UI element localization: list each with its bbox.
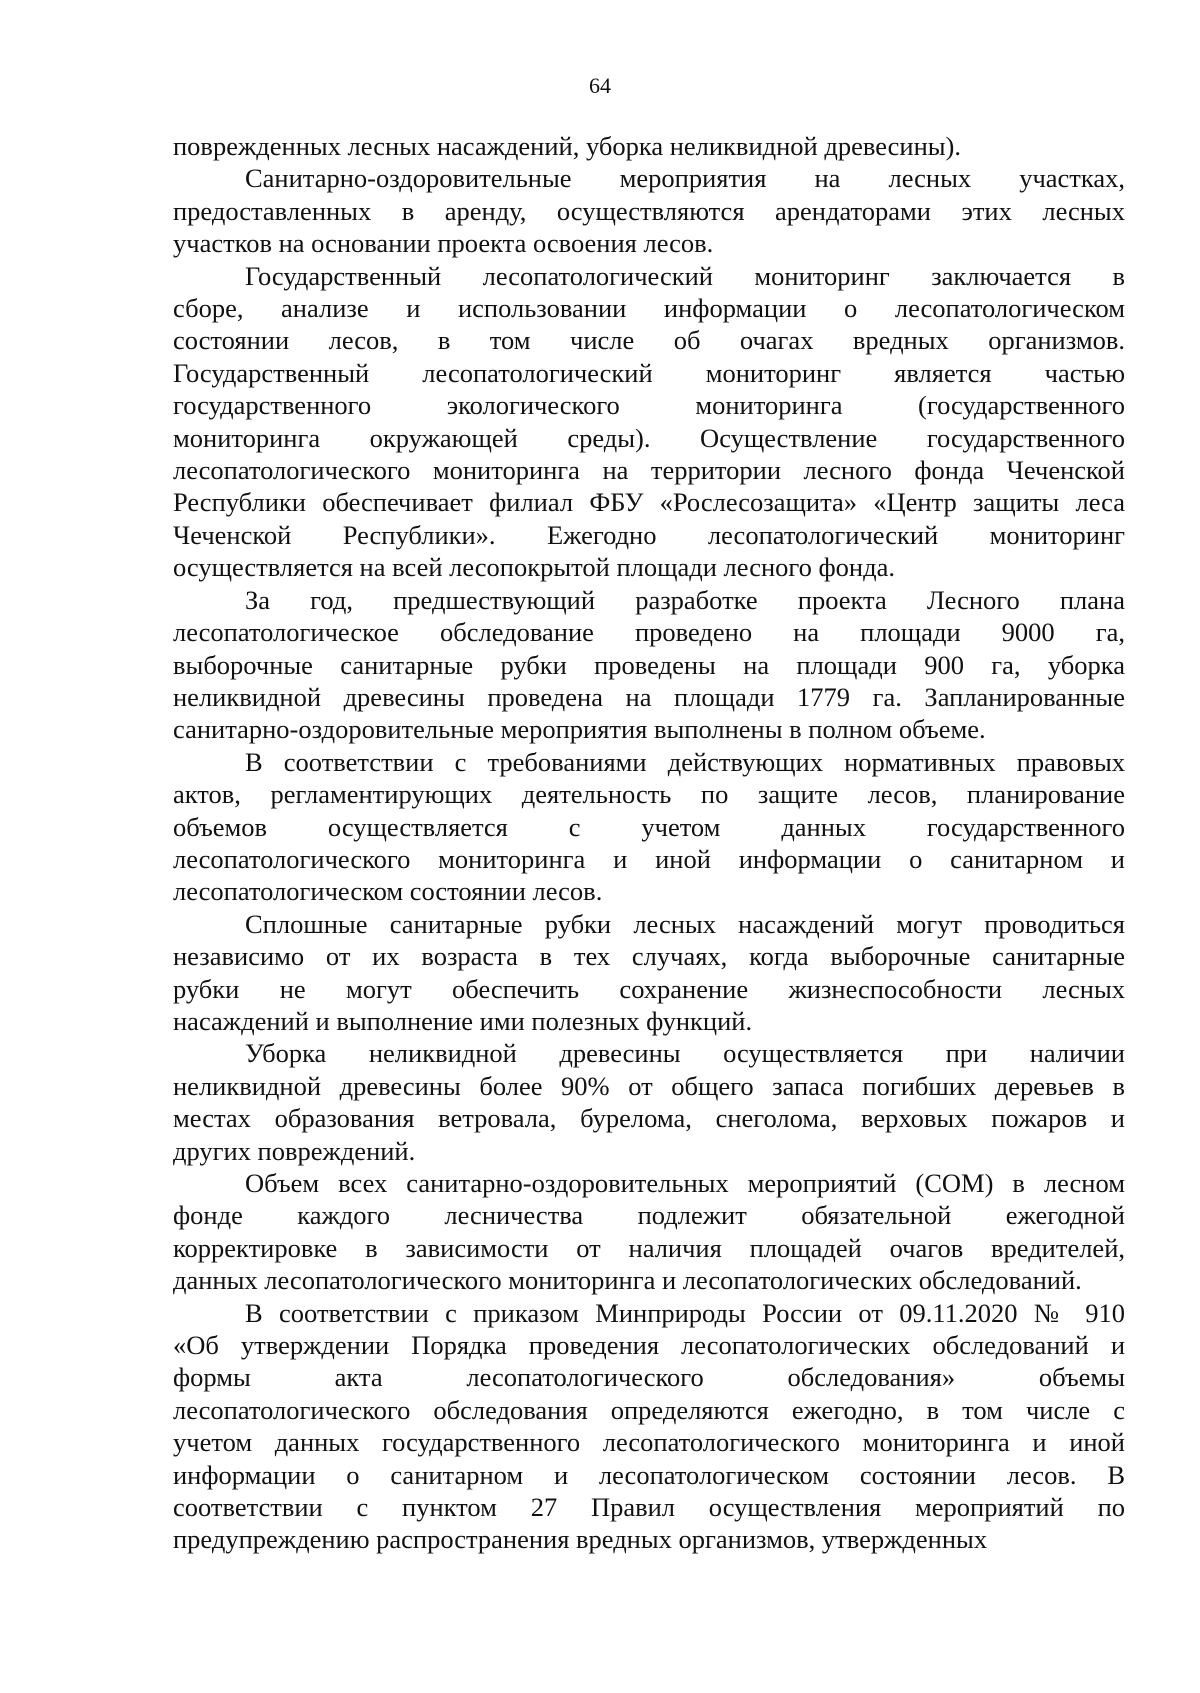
paragraph-line: актов, регламентирующих деятельность по защите лесов, планирование	[173, 779, 1125, 810]
paragraph-line: сборе, анализе и использовании информации о лесопатологическом	[173, 293, 1125, 324]
paragraph-line: государственного экологического мониторинга (государственного	[173, 390, 1125, 421]
paragraph	[173, 162, 1125, 259]
paragraph-line: корректировке в зависимости от наличия площадей очагов вредителей,	[173, 1232, 1125, 1263]
paragraph-line: лесопатологического мониторинга и иной информации о санитарном и	[173, 843, 1125, 874]
paragraph-line: предоставленных в аренду, осуществляются арендаторами этих лесных	[173, 195, 1125, 226]
paragraph-line: лесопатологическом состоянии лесов.	[173, 876, 603, 907]
paragraph-line: Сплошные санитарные рубки лесных насаждений могут проводиться	[245, 908, 1125, 939]
paragraph	[173, 584, 1125, 746]
paragraph-line: мониторинга окружающей среды). Осуществление государственного	[173, 422, 1125, 453]
paragraph-line: участков на основании проекта освоения лесов.	[173, 228, 714, 259]
paragraph-line: учетом данных государственного лесопатологического мониторинга и иной	[173, 1427, 1125, 1458]
paragraph-line: Объем всех санитарно-оздоровительных мероприятий (СОМ) в лесном	[245, 1168, 1125, 1198]
paragraph-line: лесопатологического мониторинга на территории лесного фонда Чеченской	[173, 455, 1125, 486]
paragraph-line: информации о санитарном и лесопатологическом состоянии лесов. В	[173, 1459, 1125, 1490]
paragraph-line: Санитарно-оздоровительные мероприятия на лесных участках,	[245, 163, 1125, 194]
paragraph-line: неликвидной древесины проведена на площади 1779 га. Запланированные	[173, 681, 1125, 712]
paragraph-line: выборочные санитарные рубки проведены на площади 900 га, уборка	[173, 649, 1125, 680]
paragraph	[173, 908, 1125, 1038]
paragraph	[173, 746, 1125, 908]
paragraph-line: В соответствии с требованиями действующих нормативных правовых	[245, 746, 1125, 777]
paragraph-line: Республики обеспечивает филиал ФБУ «Рослесозащита» «Центр защиты леса	[173, 487, 1125, 518]
paragraph-line: состоянии лесов, в том числе об очагах вредных организмов.	[173, 325, 1125, 356]
paragraph-line: лесопатологического обследования определяются ежегодно, в том числе с	[173, 1394, 1125, 1425]
paragraph-line: Государственный лесопатологический мониторинг заключается в	[245, 260, 1125, 291]
paragraph-line: санитарно-оздоровительные мероприятия выполнены в полном объеме.	[173, 714, 986, 745]
paragraph-line: независимо от их возраста в тех случаях, когда выборочные санитарные	[173, 941, 1125, 972]
paragraph-line: рубки не могут обеспечить сохранение жизнеспособности лесных	[173, 973, 1125, 1004]
paragraph	[173, 260, 1125, 584]
paragraph	[173, 1037, 1125, 1167]
paragraph-line: соответствии с пунктом 27 Правил осуществления мероприятий по	[173, 1492, 1125, 1523]
paragraph-line: поврежденных лесных насаждений, уборка неликвидной древесины).	[173, 131, 961, 161]
body-text	[173, 130, 1125, 1556]
paragraph-line: других повреждений.	[173, 1135, 416, 1166]
paragraph	[173, 1167, 1125, 1297]
paragraph-line: «Об утверждении Порядка проведения лесопатологических обследований и	[173, 1330, 1125, 1361]
paragraph	[173, 1297, 1125, 1556]
paragraph-line: объемов осуществляется с учетом данных государственного	[173, 811, 1125, 842]
paragraph-line: насаждений и выполнение ими полезных функций.	[173, 1005, 753, 1036]
paragraph-line: осуществляется на всей лесопокрытой площади лесного фонда.	[173, 552, 895, 583]
paragraph-line: данных лесопатологического мониторинга и лесопатологических обследований.	[173, 1265, 1082, 1296]
paragraph-line: Чеченской Республики». Ежегодно лесопатологический мониторинг	[173, 519, 1125, 550]
paragraph-line: За год, предшествующий разработке проекта Лесного плана	[245, 584, 1125, 615]
paragraph-line: предупреждению распространения вредных организмов, утвержденных	[173, 1524, 988, 1555]
paragraph-line: неликвидной древесины более 90% от общего запаса погибших деревьев в	[173, 1070, 1125, 1101]
paragraph-line: фонде каждого лесничества подлежит обязательной ежегодной	[173, 1200, 1125, 1231]
paragraph-line: местах образования ветровала, бурелома, снеголома, верховых пожаров и	[173, 1103, 1125, 1134]
paragraph-line: Уборка неликвидной древесины осуществляется при наличии	[245, 1038, 1125, 1069]
paragraph-line: формы акта лесопатологического обследования» объемы	[173, 1362, 1125, 1393]
paragraph-line: Государственный лесопатологический мониторинг является частью	[173, 357, 1125, 388]
page-number: 64	[589, 73, 611, 98]
paragraph	[173, 130, 1125, 162]
paragraph-line: лесопатологическое обследование проведено на площади 9000 га,	[173, 617, 1125, 648]
paragraph-line: В соответствии с приказом Минприроды России от 09.11.2020 № 910	[245, 1297, 1125, 1328]
